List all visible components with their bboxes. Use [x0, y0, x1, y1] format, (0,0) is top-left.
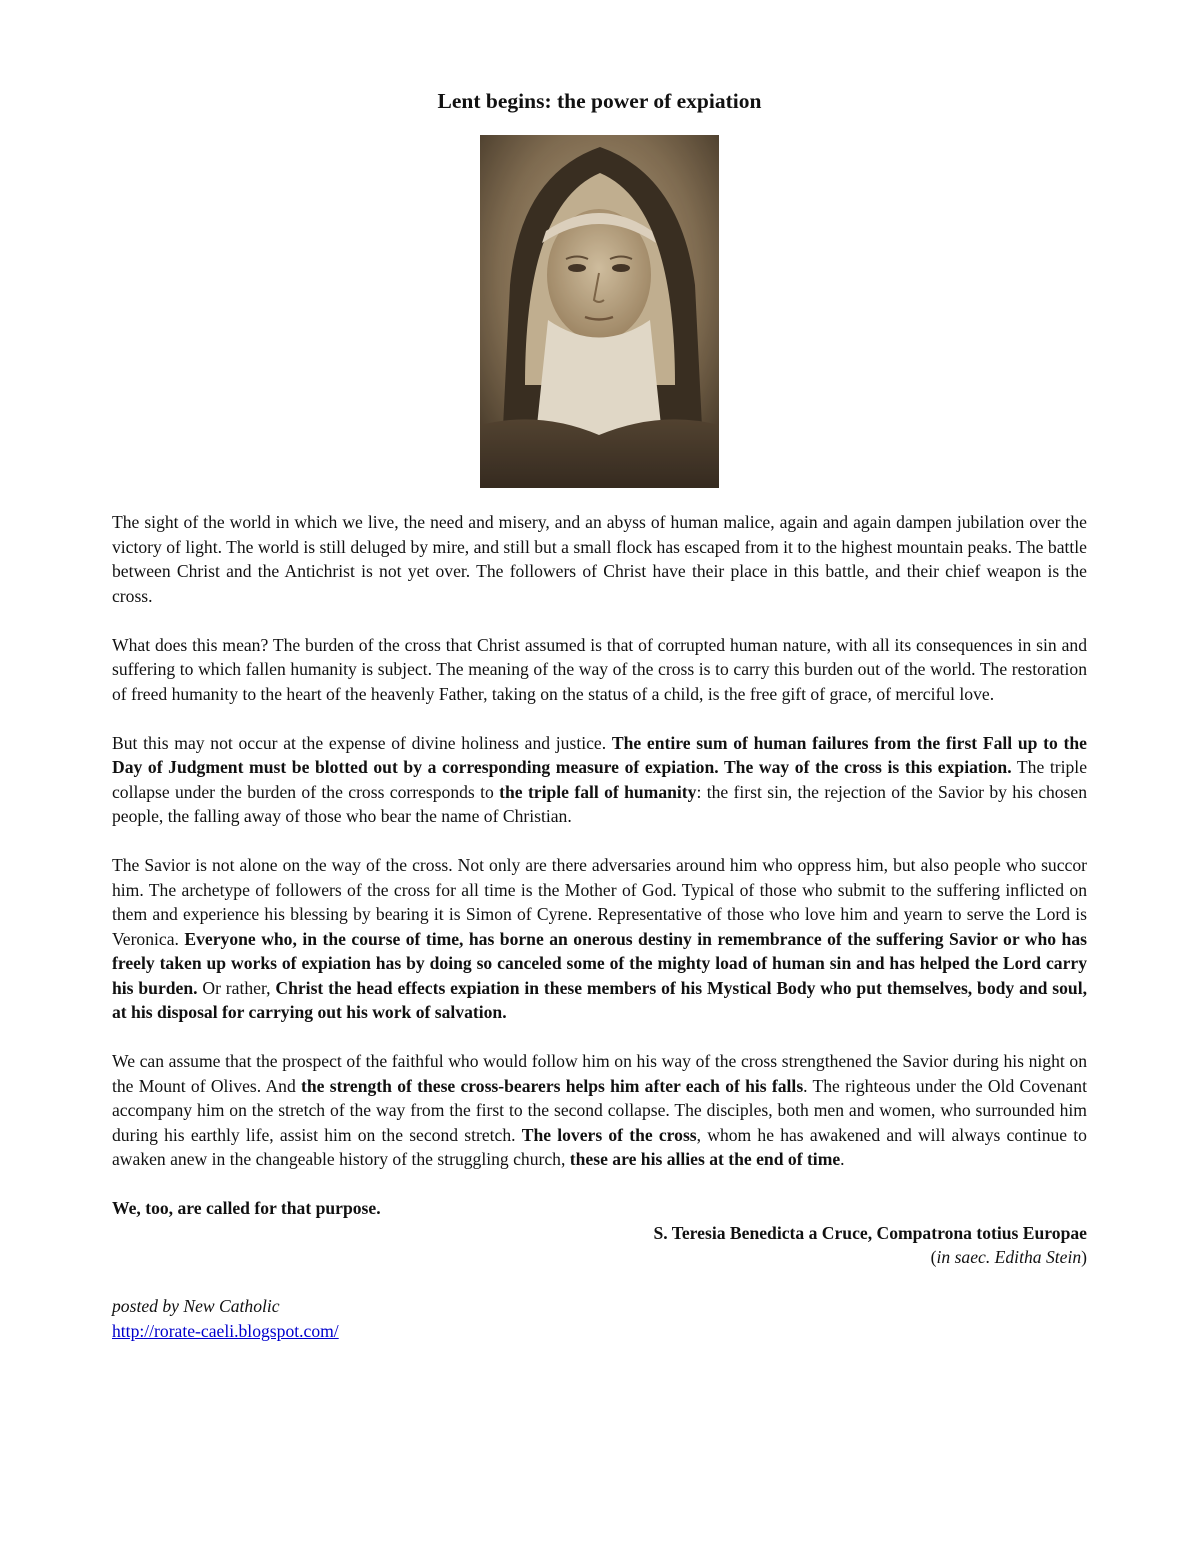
- text-run: Or rather,: [197, 977, 276, 998]
- text-run: What does this mean? The burden of the cross that Christ assumed is that of corrupted human nature, with all its consequences in sin and suffering to which fallen humanity is subject. The meaning of the way of the cross is to carry this burden out of the world. The restoration of freed humanity to the heart of the heavenly Father, taking on the status of a child, is the free gift of grace, of merciful love.: [112, 634, 1087, 704]
- bold-run: The lovers of the cross: [521, 1124, 697, 1145]
- page-title: Lent begins: the power of expiation: [437, 89, 762, 113]
- closing-text: We, too, are called for that purpose.: [112, 1198, 381, 1218]
- text-run: We can assume that the prospect of the faithful who would follow him on his way of the cross strengthened the Savior during his night on the Mount of Olives. And: [112, 1051, 1087, 1096]
- bold-run: The entire sum of human failures from the first Fall up to the Day of Judgment must be blotted out by a corresponding measure of expiation. The way of the cross is this expiation.: [112, 732, 1087, 777]
- text-run: The triple collapse under the burden of the cross corresponds to: [112, 757, 1087, 802]
- article-body: [112, 510, 1087, 1343]
- paragraph-4: [112, 853, 1087, 1025]
- portrait-photo: [480, 135, 719, 488]
- paragraph-2: [112, 633, 1087, 707]
- bold-run: the strength of these cross-bearers helps him after each of his falls: [301, 1075, 804, 1096]
- text-run: The Savior is not alone on the way of the cross. Not only are there adversaries around him who oppress him, but also people who succor him. The archetype of followers of the cross for all time is the Mother of God. Typical of those who submit to the suffering inflicted on them and experience his blessing by bearing it is Simon of Cyrene. Representative of those who love him and yearn to serve the Lord is Veronica.: [112, 855, 1087, 949]
- posted-by: posted by New Catholic: [112, 1296, 280, 1316]
- bold-run: these are his allies at the end of time: [569, 1149, 841, 1169]
- text-run: . The righteous under the Old Covenant accompany him on the stretch of the way from the first to the second collapse. The disciples, both men and women, who surrounded him during his earthly life, assist him on the second stretch.: [112, 1075, 1087, 1145]
- paragraph-3: [112, 731, 1087, 829]
- paragraph-1: [112, 510, 1087, 608]
- open-paren: (: [930, 1247, 937, 1267]
- text-run: But this may not occur at the expense of divine holiness and justice.: [112, 732, 612, 753]
- text-run: : the first sin, the rejection of the Savior by his chosen people, the falling away of those who bear the name of Christian.: [112, 781, 1087, 826]
- closing-line: [112, 1196, 1087, 1221]
- bold-run: Christ the head effects expiation in these members of his Mystical Body who put themselves, body and soul, at his disposal for carrying out his work of salvation.: [112, 977, 1087, 1022]
- attribution-name: [112, 1221, 1087, 1246]
- post-credit: [112, 1294, 1087, 1343]
- attribution-secular-name: [112, 1245, 1087, 1270]
- text-run: , whom he has awakened and will always continue to awaken anew in the changeable history of the struggling church,: [112, 1124, 1087, 1169]
- text-run: .: [840, 1149, 845, 1169]
- close-paren: ): [1081, 1247, 1087, 1267]
- blog-link[interactable]: http://rorate-caeli.blogspot.com/: [112, 1320, 339, 1341]
- secular-name-text: in saec. Editha Stein: [936, 1247, 1082, 1267]
- bold-run: the triple fall of humanity: [499, 781, 697, 802]
- attribution-name-text: S. Teresia Benedicta a Cruce, Compatrona totius Europae: [653, 1222, 1087, 1243]
- bold-run: Everyone who, in the course of time, has borne an onerous destiny in remembrance of the suffering Savior or who has freely taken up works of expiation has by doing so canceled some of the mighty load of human sin and has helped the Lord carry his burden.: [112, 928, 1087, 998]
- nun-portrait-icon: [480, 135, 719, 488]
- paragraph-5: [112, 1049, 1087, 1172]
- text-run: The sight of the world in which we live, the need and misery, and an abyss of human malice, again and again dampen jubilation over the victory of light. The world is still deluged by mire, and still but a small flock has escaped from it to the highest mountain peaks. The battle between Christ and the Antichrist is not yet over. The followers of Christ have their place in this battle, and their chief weapon is the cross.: [112, 512, 1087, 606]
